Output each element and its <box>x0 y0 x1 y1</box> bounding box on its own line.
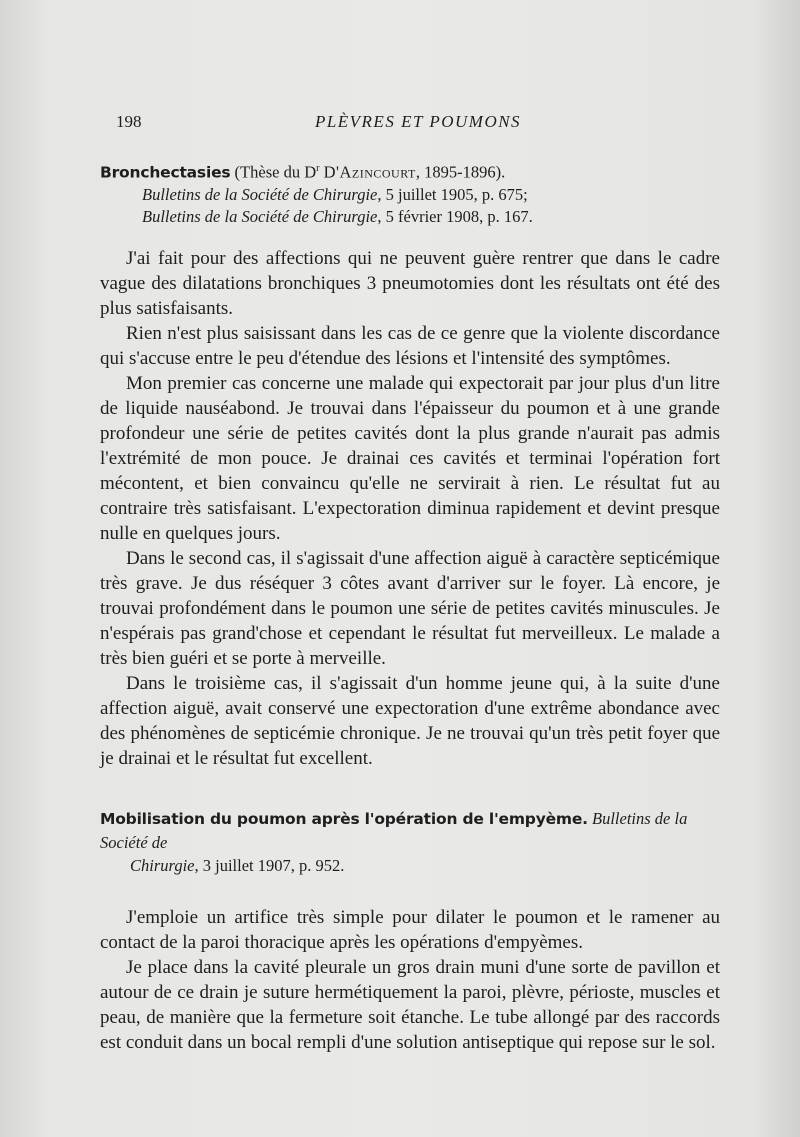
journal-name: Bulletins de la Société de Chirurgie <box>142 184 378 204</box>
paragraph: J'emploie un artifice très simple pour dilater le poumon et le ramener au contact de la paroi thoracique après les opérations d'empyèmes. <box>100 906 720 953</box>
paragraph: Mon premier cas concerne une malade qui expectorait par jour plus d'un litre de liquide nauséabond. Je trouvai dans l'épaisseur du poumon et à une grande profondeur une série de petites cavités dont la plus grande n'aurait pas admis l'extrémité de mon pouce. Je drainai ces cavités et terminai l'opération fort mécontent, et bien convaincu qu'elle ne servirait à rien. Le résultat fut au contraire très satisfaisant. L'expectoration diminua rapidement et devint presque nulle en quelques jours. <box>100 372 720 544</box>
journal-citation: , 5 juillet 1905, p. 675; <box>377 184 528 204</box>
page-content <box>100 158 720 1055</box>
section-1-title: Bronchectasies <box>100 163 231 182</box>
thesis-author: D'Azincourt <box>323 162 416 182</box>
paragraph: Je place dans la cavité pleurale un gros drain muni d'une sorte de pavillon et autour de ce drain je suture hermétiquement la paroi, plèvre, périoste, muscles et peau, de manière que la fermeture soit étanche. Le tube allongé par des raccords est conduit dans un bocal rempli d'une solution antiseptique qui repose sur le sol. <box>100 956 720 1053</box>
reference-line <box>100 184 720 206</box>
section-1-reference <box>100 158 720 228</box>
journal-name: Chirurgie <box>130 855 195 875</box>
paragraph: Dans le second cas, il s'agissait d'une affection aiguë à caractère septicémique très grave. Je dus réséquer 3 côtes avant d'arriver sur le foyer. Là encore, je trouvai profondément dans le poumon une série de petites cavités minuscules. Je n'espérais pas grand'chose et cependant le résultat fut merveilleux. Le malade a très bien guéri et se porte à merveille. <box>100 547 720 669</box>
reference-line <box>100 206 720 228</box>
paragraph: Dans le troisième cas, il s'agissait d'un homme jeune qui, à la suite d'une affection aiguë, avait conservé une expectoration d'une extrême abondance avec des phénomènes de septicémie chronique. Je ne trouvai qu'un très petit foyer que je drainai et le résultat fut excellent. <box>100 672 720 769</box>
thesis-sup: r <box>316 163 320 174</box>
section-2-title: Mobilisation du poumon après l'opération de l'empyème. <box>100 809 588 828</box>
paragraph: J'ai fait pour des affections qui ne peuvent guère rentrer que dans le cadre vague des dilatations bronchiques 3 pneumotomies dont les résultats ont été des plus satisfaisants. <box>100 247 720 319</box>
reference-line <box>100 158 720 184</box>
journal-citation: , 3 juillet 1907, p. 952. <box>194 855 345 875</box>
thesis-prefix: (Thèse du D <box>234 162 317 182</box>
thesis-years: , 1895-1896). <box>415 162 506 182</box>
journal-name: Bulletins de la Société de Chirurgie <box>142 206 378 226</box>
reference-line <box>100 854 720 877</box>
running-title: PLÈVRES ET POUMONS <box>314 112 522 131</box>
page-number: 198 <box>116 112 142 131</box>
section-2-reference <box>100 807 720 877</box>
journal-name: Bulletins de la Société de <box>100 808 688 852</box>
paragraph: Rien n'est plus saisissant dans les cas de ce genre que la violente discordance qui s'accuse entre le peu d'étendue des lésions et l'intensité des symptômes. <box>100 322 720 369</box>
page-header <box>116 112 720 136</box>
journal-citation: , 5 février 1908, p. 167. <box>377 206 533 226</box>
